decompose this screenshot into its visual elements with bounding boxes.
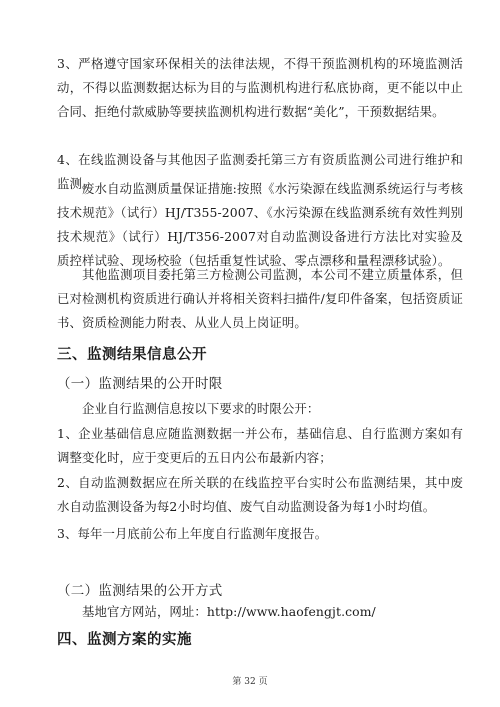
list-item: 3、每年一月底前公布上年度自行监测年度报告。 [57, 526, 328, 541]
website-line: 基地官方网站，网址：http://www.haofengjt.com/ [82, 604, 376, 619]
subsection-3-1-heading: （一）监测结果的公开时限 [57, 376, 223, 392]
section-4-heading: 四、监测方案的实施 [57, 632, 192, 648]
list-item: 1、企业基础信息应随监测数据一并公布，基础信息、自行监测方案如有调整变化时，应于变更后的五日内公布最新内容； [57, 426, 463, 465]
page-number: 第 32 页 [232, 677, 268, 687]
paragraph-other-monitoring: 其他监测项目委托第三方检测公司监测，本公司不建立质量体系，但已对检测机构资质进行确认并将相关资料扫描件/复印件备案，包括资质证书、资质检测能力附表、从业人员上岗证明。 [57, 267, 463, 330]
paragraph-item-3: 3、严格遵守国家环保相关的法律法规，不得干预监测机构的环境监测活动，不得以监测数据达标为目的与监测机构进行私底协商，更不能以中止合同、拒绝付款威胁等要挟监测机构进行数据“美化”，干预数据结果。 [57, 56, 463, 119]
section-3-heading: 三、监测结果信息公开 [57, 347, 207, 363]
paragraph-wastewater-qa: 废水自动监测质量保证措施:按照《水污染源在线监测系统运行与考核技术规范》（试行）HJ/T355-2007、《水污染源在线监测系统有效性判别技术规范》（试行）HJ/T356-2007对自动监测设备进行方法比对实验及质控样试验、现场校验（包括重复性试验、零点漂移和量程漂移试验）。 [57, 181, 463, 268]
subsection-3-2-heading: （二）监测结果的公开方式 [57, 583, 223, 599]
paragraph-item-4: 4、在线监测设备与其他因子监测委托第三方有资质监测公司进行维护和监测。 [57, 152, 463, 191]
subsection-3-1-intro: 企业自行监测信息按以下要求的时限公开： [82, 401, 320, 416]
list-item: 2、自动监测数据应在所关联的在线监控平台实时公布监测结果，其中废水自动监测设备为每2小时均值、废气自动监测设备为每1小时均值。 [57, 475, 463, 514]
